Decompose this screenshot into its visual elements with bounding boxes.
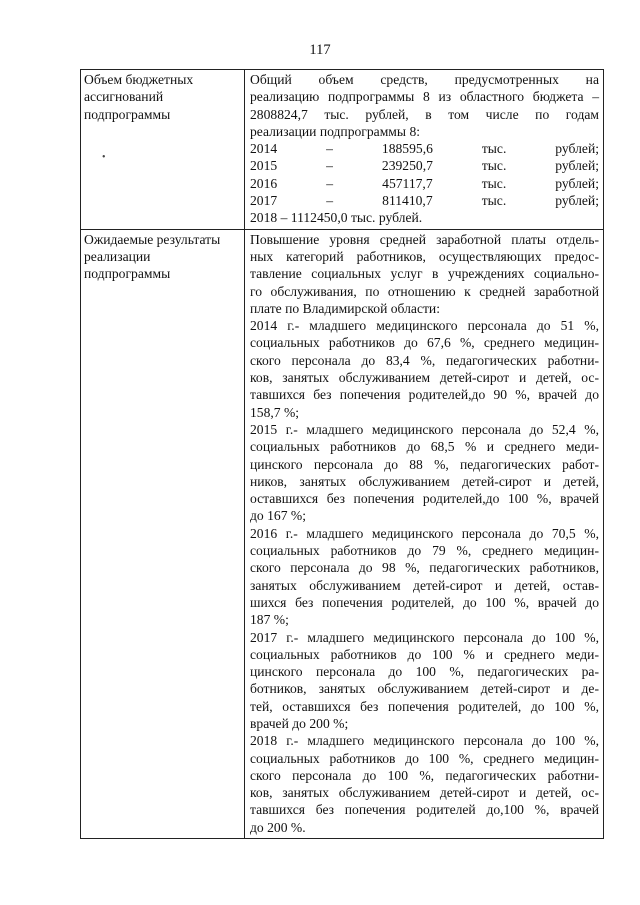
content-line: ных категорий работников, осуществляющих предос- — [250, 248, 599, 264]
subprogram-passport-table — [80, 69, 604, 839]
content-line: тавление социальных услуг в учреждениях социально- — [250, 266, 599, 282]
content-paragraph — [250, 732, 599, 836]
content-line: занятых обслуживанием детей-сирот и детей, остав- — [250, 577, 599, 593]
row-content-cell — [245, 229, 604, 838]
row-label-cell — [81, 229, 245, 838]
content-line: Общий объем средств, предусмотренных на — [250, 72, 599, 87]
row-label-line: ассигнований — [84, 89, 164, 105]
content-paragraph — [250, 231, 599, 317]
content-line: тей, оставшихся без попечения родителей, до 100 %, — [250, 698, 599, 714]
content-line: реализации подпрограммы 8: — [250, 123, 421, 139]
content-line: ского персонала до 100 %, педагогических работни- — [250, 767, 599, 783]
content-line: 158,7 %; — [250, 404, 300, 420]
page-number: 117 — [309, 42, 331, 58]
content-line: ского персонала до 83,4 %, педагогических работни- — [250, 352, 599, 368]
content-line: цинского персонала до 100 %, педагогических ра- — [250, 664, 599, 680]
content-line: социальных работников до 100 % и среднего меди- — [250, 646, 599, 662]
content-line: 2018 – 1112450,0 тыс. рублей. — [250, 210, 423, 226]
content-paragraph — [250, 71, 599, 140]
content-line: шихся без попечения родителей, до 100 %, врачей до — [250, 594, 599, 610]
content-line: ков, занятых обслуживанием детей-сирот и детей, ос- — [250, 785, 599, 801]
content-line: до 167 %; — [250, 508, 307, 524]
content-line: 2015 г.- младшего медицинского персонала до 52,4 %, — [250, 421, 599, 437]
content-line: 2015 – 239250,7 тыс. рублей; — [250, 158, 599, 174]
row-label-line: Ожидаемые результаты — [84, 231, 221, 247]
content-line: тавшихся без попечения родителей до,100 %, врачей — [250, 802, 599, 818]
content-line: социальных работников до 100 %, среднего медицин- — [250, 750, 599, 766]
table-row — [81, 70, 604, 230]
content-line: 2017 г.- младшего медицинского персонала до 100 %, — [250, 629, 599, 645]
row-label-line: подпрограммы — [84, 106, 171, 122]
content-line: 2016 г.- младшего медицинского персонала до 70,5 %, — [250, 525, 599, 541]
content-line: ботников, занятых обслуживанием детей-сирот и де- — [250, 681, 599, 697]
content-line: социальных работников до 68,5 % и среднего меди- — [250, 439, 599, 455]
content-paragraph — [250, 421, 599, 525]
table-body — [81, 70, 604, 839]
row-content-cell — [245, 70, 604, 230]
content-line: Повышение уровня средней заработной платы отдель- — [250, 231, 599, 247]
content-line: ского персонала до 98 %, педагогических работников, — [250, 560, 599, 576]
scan-artifact-dot: • — [102, 152, 106, 163]
content-paragraph — [250, 525, 599, 629]
content-line: 2016 – 457117,7 тыс. рублей; — [250, 175, 599, 191]
content-line: 2808824,7 тыс. рублей, в том числе по годам — [250, 106, 599, 122]
content-line: до 200 %. — [250, 819, 306, 835]
content-line: ков, занятых обслуживанием детей-сирот и детей, ос- — [250, 370, 599, 386]
content-line: плате по Владимирской области: — [250, 300, 440, 316]
content-paragraph — [250, 629, 599, 733]
content-paragraph — [250, 140, 599, 226]
content-line: цинского персонала до 88 %, педагогических работ- — [250, 456, 599, 472]
content-line: 2014 – 188595,6 тыс. рублей; — [250, 141, 599, 157]
table-row — [81, 229, 604, 838]
content-line: врачей до 200 %; — [250, 715, 349, 731]
content-line: реализацию подпрограммы 8 из областного бюджета – — [250, 89, 599, 105]
content-line: ников, занятых обслуживанием детей-сирот и детей, — [250, 473, 599, 489]
row-label-line: подпрограммы — [84, 266, 171, 282]
content-line: социальных работников до 79 %, среднего медицин- — [250, 543, 599, 559]
content-line: оставшихся без попечения родителей,до 100 %, врачей — [250, 491, 599, 507]
row-label-cell — [81, 70, 245, 230]
content-line: 187 %; — [250, 612, 289, 628]
content-line: 2018 г.- младшего медицинского персонала до 100 %, — [250, 733, 599, 749]
content-paragraph — [250, 317, 599, 421]
content-line: 2017 – 811410,7 тыс. рублей; — [250, 193, 599, 209]
content-line: 2014 г.- младшего медицинского персонала до 51 %, — [250, 318, 599, 334]
content-line: социальных работников до 67,6 %, среднего медицин- — [250, 335, 599, 351]
content-line: го обслуживания, по отношению к средней заработной — [250, 283, 599, 299]
content-line: тавшихся без попечения родителей,до 90 %, врачей до — [250, 387, 599, 403]
row-label-line: реализации — [84, 248, 151, 264]
row-label-line: Объем бюджетных — [84, 72, 194, 87]
